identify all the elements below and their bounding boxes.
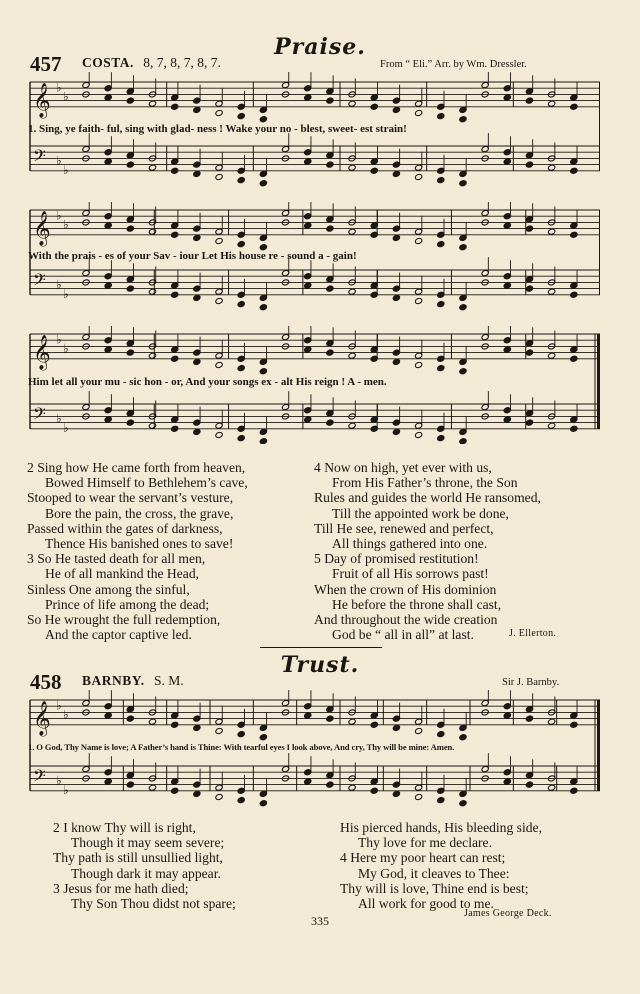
note-head-icon bbox=[148, 228, 156, 235]
note-head-icon bbox=[237, 113, 245, 120]
tune-line-458 bbox=[82, 673, 184, 689]
section-title-trust: Trust. bbox=[280, 652, 360, 678]
note-head-icon bbox=[104, 416, 112, 423]
verse-line: 3 Jesus for me hath died; bbox=[53, 880, 189, 896]
flat-icon: ♭ bbox=[63, 707, 69, 722]
lyric-line-457-2: With the prais - es of your Sav - iour Let His house re - sound a - gain! bbox=[28, 250, 357, 262]
note-head-icon bbox=[525, 161, 533, 168]
bass-clef-icon: 𝄢 bbox=[33, 765, 46, 790]
note-head-icon bbox=[104, 778, 112, 785]
note-head-icon bbox=[548, 784, 556, 791]
note-head-icon bbox=[570, 721, 578, 728]
note-head-icon bbox=[237, 365, 245, 372]
verse-line: God be “ all in all” at last. bbox=[332, 627, 474, 643]
note-head-icon bbox=[548, 422, 556, 429]
verse-line: Bowed Himself to Bethlehem’s cave, bbox=[45, 475, 248, 491]
note-head-icon bbox=[126, 781, 134, 788]
note-head-icon bbox=[193, 106, 201, 113]
flat-icon: ♭ bbox=[63, 89, 69, 104]
note-head-icon bbox=[326, 97, 334, 104]
note-head-icon bbox=[415, 727, 423, 734]
note-head-icon bbox=[326, 225, 334, 232]
note-head-icon bbox=[215, 793, 223, 800]
verses-left-457 bbox=[27, 460, 248, 642]
note-head-icon bbox=[326, 285, 334, 292]
verse-line: 2 Sing how He came forth from heaven, bbox=[27, 460, 246, 475]
note-head-icon bbox=[237, 797, 245, 804]
note-head-icon bbox=[437, 301, 445, 308]
note-head-icon bbox=[392, 294, 400, 301]
note-head-icon bbox=[126, 161, 134, 168]
note-head-icon bbox=[215, 431, 223, 438]
treble-clef-icon: 𝄞 bbox=[33, 82, 51, 118]
note-head-icon bbox=[370, 167, 378, 174]
note-head-icon bbox=[215, 727, 223, 734]
note-head-icon bbox=[503, 158, 511, 165]
flat-icon: ♭ bbox=[56, 153, 62, 168]
verse-line: He of all mankind the Head, bbox=[45, 566, 200, 582]
note-head-icon bbox=[304, 346, 312, 353]
flat-icon: ♭ bbox=[56, 411, 62, 426]
note-head-icon bbox=[415, 109, 423, 116]
note-head-icon bbox=[148, 352, 156, 359]
note-head-icon bbox=[171, 167, 179, 174]
verse-line: Sinless One among the sinful, bbox=[27, 581, 190, 597]
lyric-line-458-1: 1. O God, Thy Name is love; A Father’s hand is Thine: With tearful eyes I look above, And cry, Thy will be mine: Amen. bbox=[28, 742, 455, 752]
note-head-icon bbox=[215, 297, 223, 304]
treble-clef-icon: 𝄞 bbox=[33, 210, 51, 246]
note-head-icon bbox=[459, 304, 467, 311]
note-head-icon bbox=[437, 241, 445, 248]
note-head-icon bbox=[193, 724, 201, 731]
note-head-icon bbox=[415, 793, 423, 800]
music-system-458-1 bbox=[28, 690, 602, 810]
note-head-icon bbox=[193, 358, 201, 365]
note-head-icon bbox=[304, 778, 312, 785]
note-head-icon bbox=[548, 288, 556, 295]
hymn-number-458: 458 bbox=[30, 670, 62, 694]
note-head-icon bbox=[126, 225, 134, 232]
note-head-icon bbox=[570, 103, 578, 110]
music-system-457-2 bbox=[28, 202, 602, 318]
hymn-number-457: 457 bbox=[30, 52, 62, 76]
verse-line: All work for good to me. bbox=[358, 896, 494, 912]
tune-line-457 bbox=[82, 55, 221, 71]
verses-right-457 bbox=[314, 460, 541, 642]
note-head-icon bbox=[259, 368, 267, 375]
note-head-icon bbox=[348, 228, 356, 235]
flat-icon: ♭ bbox=[63, 341, 69, 356]
meter-457: 8, 7, 8, 7, 8, 7. bbox=[143, 55, 221, 70]
verse-line: Till He see, renewed and perfect, bbox=[314, 520, 494, 536]
bass-clef-icon: 𝄢 bbox=[33, 269, 46, 294]
note-head-icon bbox=[503, 416, 511, 423]
note-head-icon bbox=[503, 94, 511, 101]
note-head-icon bbox=[415, 297, 423, 304]
note-head-icon bbox=[193, 428, 201, 435]
tune-name-barnby: BARNBY. bbox=[82, 673, 145, 688]
note-head-icon bbox=[437, 113, 445, 120]
note-head-icon bbox=[392, 234, 400, 241]
verse-line: Thy love for me declare. bbox=[358, 835, 492, 851]
note-head-icon bbox=[415, 173, 423, 180]
note-head-icon bbox=[570, 355, 578, 362]
note-head-icon bbox=[348, 422, 356, 429]
flat-icon: ♭ bbox=[56, 208, 62, 223]
note-head-icon bbox=[503, 778, 511, 785]
note-head-icon bbox=[437, 731, 445, 738]
note-head-icon bbox=[392, 358, 400, 365]
note-head-icon bbox=[459, 180, 467, 187]
note-head-icon bbox=[104, 158, 112, 165]
note-head-icon bbox=[392, 106, 400, 113]
note-head-icon bbox=[525, 285, 533, 292]
note-head-icon bbox=[525, 349, 533, 356]
verse-line: Though dark it may appear. bbox=[71, 865, 221, 881]
note-head-icon bbox=[548, 164, 556, 171]
note-head-icon bbox=[348, 718, 356, 725]
music-system-457-1 bbox=[28, 72, 602, 192]
note-head-icon bbox=[370, 103, 378, 110]
note-head-icon bbox=[104, 282, 112, 289]
verse-line: Till the appointed work be done, bbox=[332, 505, 509, 521]
note-head-icon bbox=[259, 800, 267, 807]
flat-icon: ♭ bbox=[56, 773, 62, 788]
note-head-icon bbox=[215, 109, 223, 116]
note-head-icon bbox=[326, 419, 334, 426]
note-head-icon bbox=[326, 781, 334, 788]
verse-line: So He wrought the full redemption, bbox=[27, 612, 221, 628]
note-head-icon bbox=[415, 431, 423, 438]
page-number: 335 bbox=[311, 914, 329, 928]
note-head-icon bbox=[370, 721, 378, 728]
composer-credit-457: From “ Eli.” Arr. by Wm. Dressler. bbox=[380, 59, 527, 70]
verse-line: 4 Now on high, yet ever with us, bbox=[314, 460, 492, 475]
note-head-icon bbox=[525, 97, 533, 104]
note-head-icon bbox=[459, 116, 467, 123]
note-head-icon bbox=[348, 288, 356, 295]
note-head-icon bbox=[326, 715, 334, 722]
flat-icon: ♭ bbox=[63, 217, 69, 232]
flat-icon: ♭ bbox=[56, 277, 62, 292]
note-head-icon bbox=[237, 731, 245, 738]
composer-credit-458: Sir J. Barnby. bbox=[502, 677, 560, 688]
note-head-icon bbox=[348, 352, 356, 359]
note-head-icon bbox=[459, 734, 467, 741]
flat-icon: ♭ bbox=[56, 698, 62, 713]
note-head-icon bbox=[570, 291, 578, 298]
note-head-icon bbox=[215, 361, 223, 368]
verse-line: And throughout the wide creation bbox=[314, 612, 498, 628]
treble-clef-icon: 𝄞 bbox=[33, 334, 51, 370]
note-head-icon bbox=[148, 100, 156, 107]
note-head-icon bbox=[171, 787, 179, 794]
note-head-icon bbox=[437, 365, 445, 372]
note-head-icon bbox=[237, 435, 245, 442]
note-head-icon bbox=[259, 116, 267, 123]
section-title-praise: Praise. bbox=[274, 34, 366, 60]
note-head-icon bbox=[348, 784, 356, 791]
flat-icon: ♭ bbox=[63, 162, 69, 177]
verse-line: 5 Day of promised restitution! bbox=[314, 551, 479, 567]
note-head-icon bbox=[104, 222, 112, 229]
verse-line: 4 Here my poor heart can rest; bbox=[340, 850, 506, 866]
note-head-icon bbox=[326, 161, 334, 168]
note-head-icon bbox=[370, 787, 378, 794]
note-head-icon bbox=[215, 237, 223, 244]
note-head-icon bbox=[104, 346, 112, 353]
verses-left-458 bbox=[53, 820, 236, 911]
note-head-icon bbox=[259, 734, 267, 741]
verse-line: Rules and guides the world He ransomed, bbox=[314, 490, 541, 506]
lyric-line-457-1: 1. Sing, ye faith- ful, sing with glad- ness ! Wake your no - blest, sweet- est strain! bbox=[28, 123, 407, 135]
verse-line: He before the throne shall cast, bbox=[332, 596, 502, 612]
verse-line: All things gathered into one. bbox=[332, 536, 488, 552]
note-head-icon bbox=[237, 241, 245, 248]
note-head-icon bbox=[437, 177, 445, 184]
author-458: James George Deck. bbox=[464, 908, 552, 919]
flat-icon: ♭ bbox=[63, 420, 69, 435]
author-457: J. Ellerton. bbox=[509, 628, 557, 639]
note-head-icon bbox=[171, 355, 179, 362]
meter-458: S. M. bbox=[154, 673, 184, 688]
note-head-icon bbox=[126, 285, 134, 292]
note-head-icon bbox=[304, 712, 312, 719]
note-head-icon bbox=[259, 180, 267, 187]
note-head-icon bbox=[548, 228, 556, 235]
note-head-icon bbox=[392, 428, 400, 435]
note-head-icon bbox=[525, 781, 533, 788]
flat-icon: ♭ bbox=[63, 782, 69, 797]
note-head-icon bbox=[171, 721, 179, 728]
note-head-icon bbox=[392, 170, 400, 177]
note-head-icon bbox=[348, 100, 356, 107]
note-head-icon bbox=[171, 291, 179, 298]
verse-line: Thy path is still unsullied light, bbox=[53, 850, 223, 866]
note-head-icon bbox=[171, 231, 179, 238]
verse-line: Thence His banished ones to save! bbox=[45, 536, 234, 552]
note-head-icon bbox=[525, 419, 533, 426]
note-head-icon bbox=[548, 100, 556, 107]
note-head-icon bbox=[193, 790, 201, 797]
note-head-icon bbox=[459, 368, 467, 375]
lyric-line-457-3: Him let all your mu - sic hon - or, And your songs ex - alt His reign ! A - men. bbox=[28, 376, 387, 388]
flat-icon: ♭ bbox=[63, 286, 69, 301]
note-head-icon bbox=[503, 282, 511, 289]
bass-clef-icon: 𝄢 bbox=[33, 403, 46, 428]
note-head-icon bbox=[415, 237, 423, 244]
verse-line: My God, it cleaves to Thee: bbox=[358, 865, 510, 881]
note-head-icon bbox=[126, 97, 134, 104]
music-system-457-3 bbox=[28, 326, 602, 444]
note-head-icon bbox=[104, 94, 112, 101]
tune-name-costa: COSTA. bbox=[82, 55, 134, 70]
note-head-icon bbox=[171, 425, 179, 432]
note-head-icon bbox=[148, 288, 156, 295]
note-head-icon bbox=[304, 416, 312, 423]
verse-line: Passed within the gates of darkness, bbox=[27, 520, 223, 536]
note-head-icon bbox=[237, 301, 245, 308]
note-head-icon bbox=[193, 294, 201, 301]
flat-icon: ♭ bbox=[56, 332, 62, 347]
note-head-icon bbox=[148, 718, 156, 725]
note-head-icon bbox=[525, 225, 533, 232]
note-head-icon bbox=[348, 164, 356, 171]
note-head-icon bbox=[304, 222, 312, 229]
verse-line: Bore the pain, the cross, the grave, bbox=[45, 505, 234, 521]
note-head-icon bbox=[503, 222, 511, 229]
section-divider bbox=[260, 647, 382, 648]
note-head-icon bbox=[503, 346, 511, 353]
note-head-icon bbox=[104, 712, 112, 719]
verse-line: Fruit of all His sorrows past! bbox=[332, 566, 489, 582]
note-head-icon bbox=[548, 352, 556, 359]
note-head-icon bbox=[215, 173, 223, 180]
note-head-icon bbox=[548, 718, 556, 725]
note-head-icon bbox=[570, 167, 578, 174]
verse-line: 3 So He tasted death for all men, bbox=[27, 551, 206, 567]
verse-line: Prince of life among the dead; bbox=[45, 596, 210, 612]
verse-line: Stooped to wear the servant’s vesture, bbox=[27, 490, 234, 506]
note-head-icon bbox=[459, 438, 467, 444]
treble-clef-icon: 𝄞 bbox=[33, 700, 51, 736]
note-head-icon bbox=[148, 784, 156, 791]
note-head-icon bbox=[415, 361, 423, 368]
note-head-icon bbox=[437, 435, 445, 442]
note-head-icon bbox=[304, 158, 312, 165]
note-head-icon bbox=[392, 790, 400, 797]
note-head-icon bbox=[259, 438, 267, 444]
note-head-icon bbox=[193, 234, 201, 241]
note-head-icon bbox=[171, 103, 179, 110]
flat-icon: ♭ bbox=[56, 80, 62, 95]
verse-line: From His Father’s throne, the Son bbox=[332, 475, 518, 491]
verse-line: Though it may seem severe; bbox=[71, 835, 225, 851]
note-head-icon bbox=[392, 724, 400, 731]
bass-clef-icon: 𝄢 bbox=[33, 145, 46, 170]
note-head-icon bbox=[126, 419, 134, 426]
note-head-icon bbox=[437, 797, 445, 804]
note-head-icon bbox=[570, 787, 578, 794]
note-head-icon bbox=[503, 712, 511, 719]
note-head-icon bbox=[237, 177, 245, 184]
note-head-icon bbox=[304, 282, 312, 289]
note-head-icon bbox=[259, 304, 267, 311]
verse-line: When the crown of His dominion bbox=[314, 581, 497, 597]
verse-line: 2 I know Thy will is right, bbox=[53, 820, 196, 835]
verse-line: Thy will is love, Thine end is best; bbox=[340, 880, 529, 896]
note-head-icon bbox=[126, 715, 134, 722]
note-head-icon bbox=[525, 715, 533, 722]
verse-line: His pierced hands, His bleeding side, bbox=[340, 820, 542, 835]
note-head-icon bbox=[148, 164, 156, 171]
note-head-icon bbox=[326, 349, 334, 356]
note-head-icon bbox=[126, 349, 134, 356]
verses-right-458 bbox=[340, 820, 542, 911]
note-head-icon bbox=[193, 170, 201, 177]
note-head-icon bbox=[570, 231, 578, 238]
note-head-icon bbox=[148, 422, 156, 429]
note-head-icon bbox=[570, 425, 578, 432]
verse-line: And the captor captive led. bbox=[45, 627, 192, 643]
note-head-icon bbox=[304, 94, 312, 101]
note-head-icon bbox=[459, 800, 467, 807]
verse-line: Thy Son Thou didst not spare; bbox=[71, 896, 236, 912]
